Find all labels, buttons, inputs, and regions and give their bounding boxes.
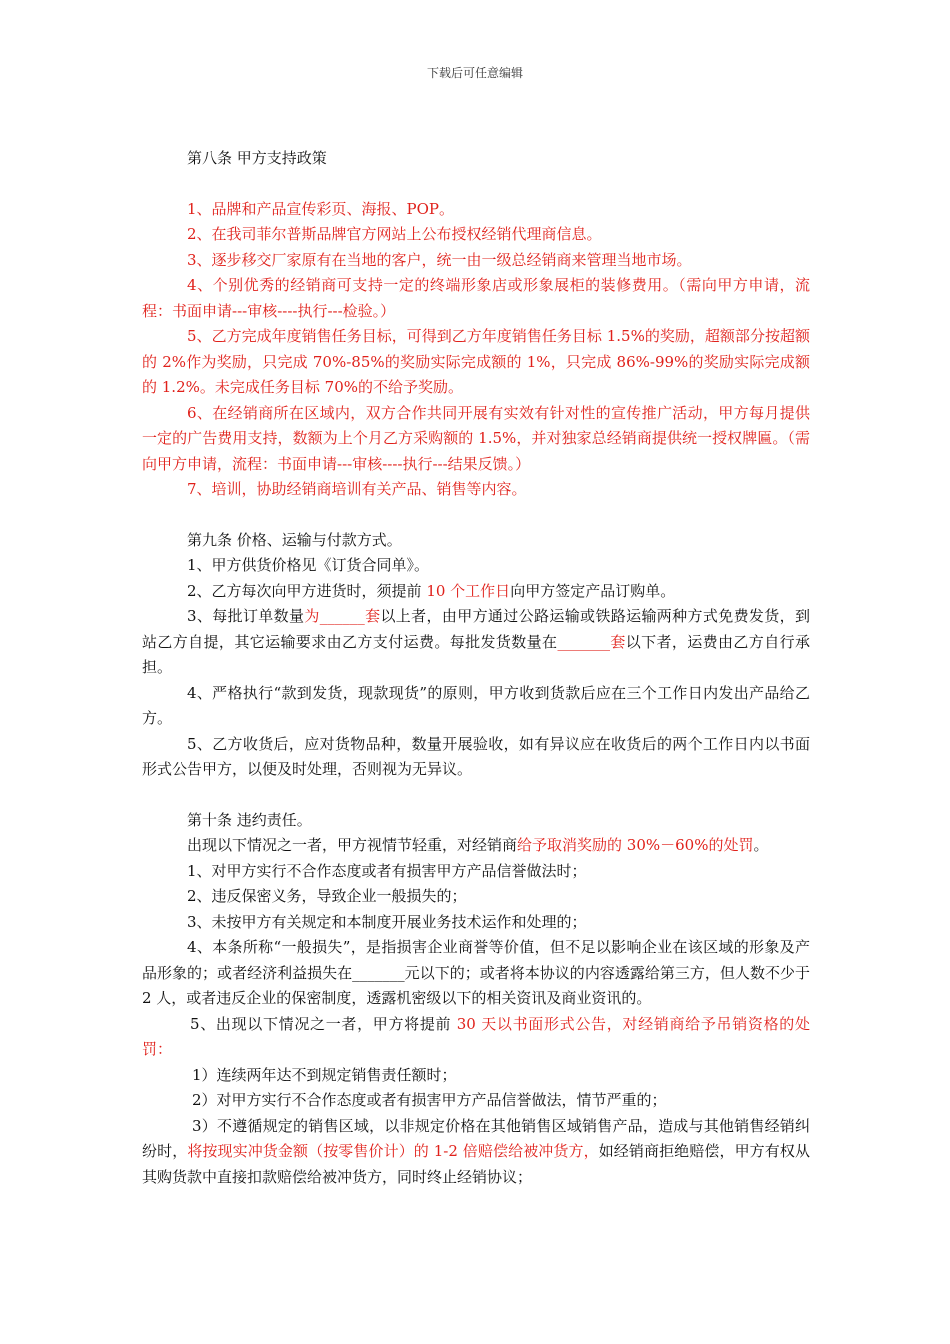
quantity-blank: _______ — [557, 632, 610, 651]
article10-item-3: 3、未按甲方有关规定和本制度开展业务技术运作和处理的； — [187, 912, 587, 931]
article8-item-7: 7、培训，协助经销商培训有关产品、销售等内容。 — [187, 480, 527, 498]
document-body — [142, 146, 810, 1190]
text-run: 以下者，运费由乙方自行承担。 — [142, 632, 810, 676]
article10-intro — [142, 833, 810, 859]
article8-item-6: 6、在经销商所在区域内，双方合作共同开展有实效有针对性的宣传推广活动，甲方每月提供一定的广告费用支持，数额为上个月乙方采购额的 1.5%，并对独家总经销商提供统一授权牌匾。（需向甲方申请，流程：书面申请---审核----执行---结果反馈。） — [142, 403, 810, 473]
article8-item-4: 4、个别优秀的经销商可支持一定的终端形象店或形象展柜的装修费用。（需向甲方申请，流程：书面申请---审核----执行---检验。） — [142, 276, 810, 320]
text-run: 3、每批订单数量 — [187, 607, 305, 625]
text-run: 给予取消奖励的 30%－60%的处罚 — [517, 836, 754, 854]
text-run: 。 — [753, 836, 769, 854]
article10-item-5 — [142, 1012, 810, 1063]
article10-item-2: 2、违反保密义务，导致企业一般损失的； — [187, 887, 467, 905]
amount-blank: _______ — [352, 963, 405, 982]
text-run: 出现以下情况之一者，甲方视情节轻重，对经销商 — [187, 836, 518, 854]
article10-item-1: 1、对甲方实行不合作态度或者有损害甲方产品信誉做法时； — [187, 861, 587, 880]
quantity-blank: ______ — [319, 607, 365, 625]
text-run: 3）不遵循规定的销售区域，以非规定价格在其他销售区域销售产品，造成与其他销售经销纠纷时， — [142, 1116, 810, 1160]
article8-title: 第八条 甲方支持政策 — [187, 149, 327, 167]
text-run: 套 — [364, 607, 381, 625]
article8-item-1: 1、品牌和产品宣传彩页、海报、POP。 — [187, 199, 455, 218]
text-run: 元以下的；或者将本协议的内容透露给第三方，但人数不少于 2 人，或者违反企业的保密制度，透露机密级以下的相关资讯及商业资讯的。 — [142, 963, 810, 1007]
text-run: 如经销商拒绝赔偿，甲方有权从其购货款中直接扣款赔偿给被冲货方，同时终止经销协议； — [142, 1142, 810, 1186]
article9-item-4: 4、严格执行“款到发货，现款现货”的原则，甲方收到货款后应在三个工作日内发出产品给乙方。 — [142, 683, 810, 727]
text-run: 向甲方签定产品订购单。 — [510, 581, 676, 600]
article9-title: 第九条 价格、运输与付款方式。 — [187, 530, 402, 549]
article8-item-5: 5、乙方完成年度销售任务目标，可得到乙方年度销售任务目标 1.5%的奖励，超额部分按超额的 2%作为奖励，只完成 70%-85%的奖励实际完成额的 1%，只完成 86%-99%的奖励实际完成额的 1.2%。未完成任务目标 70%的不给予奖励。 — [142, 327, 810, 396]
text-run: 30 天以书面形式公告，对经销商给予吊销资格的处罚： — [142, 1014, 810, 1058]
article8-item-3: 3、逐步移交厂家原有在当地的客户，统一由一级总经销商来管理当地市场。 — [187, 250, 692, 269]
page-header: 下载后可任意编辑 — [426, 66, 523, 80]
text-run: 5、出现以下情况之一者，甲方将提前 — [190, 1014, 457, 1033]
article9-item-5: 5、乙方收货后，应对货物品种，数量开展验收，如有异议应在收货后的两个工作日内以书面形式公告甲方，以便及时处理，否则视为无异议。 — [142, 734, 810, 778]
article9-item-2 — [142, 579, 810, 605]
article10-item-4 — [142, 935, 810, 1012]
article10-sub-3 — [142, 1114, 810, 1191]
text-run: 4、本条所称“一般损失”，是指损害企业商誉等价值，但不足以影响企业在该区域的形象及产品形象的；或者经济利益损失在 — [142, 938, 810, 982]
text-run: 以上者，由甲方通过公路运输或铁路运输两种方式免费发货，到站乙方自提，其它运输要求由乙方支付运费。每批发货数量在 — [142, 607, 810, 651]
article9-item-1: 1、甲方供货价格见《订货合同单》。 — [187, 556, 430, 574]
text-run: 10 个工作日 — [426, 581, 511, 600]
text-run: 将按现实冲货金额（按零售价计）的 1-2 倍赔偿给被冲货方， — [187, 1142, 599, 1160]
article9-item-3 — [142, 604, 810, 681]
article10-title: 第十条 违约责任。 — [187, 810, 312, 829]
article8-item-2: 2、在我司菲尔普斯品牌官方网站上公布授权经销代理商信息。 — [187, 225, 602, 243]
article10-sub-1: 1）连续两年达不到规定销售责任额时； — [192, 1065, 457, 1084]
text-run: 套 — [609, 632, 626, 651]
text-run: 2、乙方每次向甲方进货时，须提前 — [187, 581, 427, 600]
text-run: 为 — [304, 607, 320, 625]
article10-sub-2: 2）对甲方实行不合作态度或者有损害甲方产品信誉做法，情节严重的； — [192, 1091, 667, 1109]
